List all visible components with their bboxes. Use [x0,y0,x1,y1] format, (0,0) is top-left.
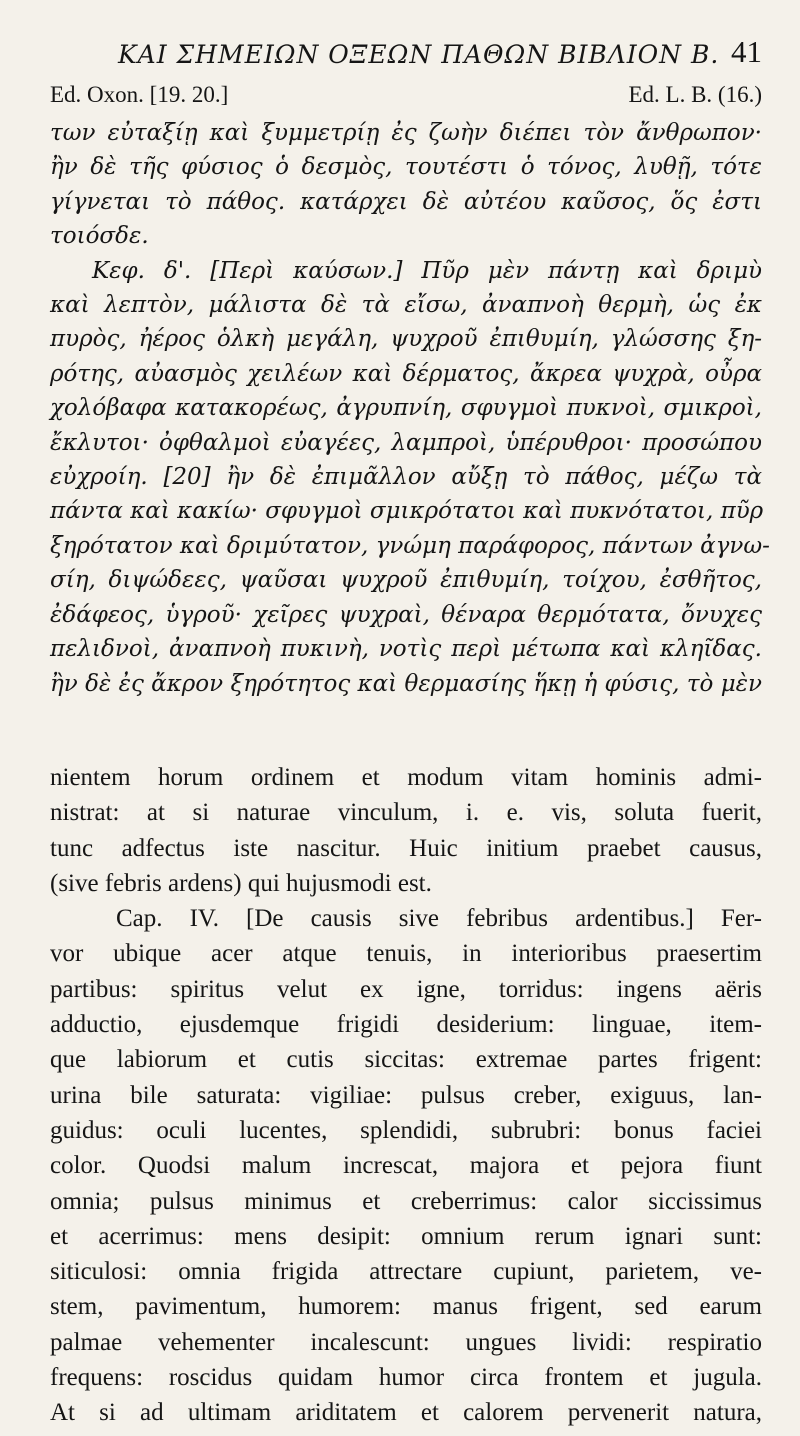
latin-line: color. Quodsi malum increscat, majora et pejora fiunt [50,1152,762,1180]
greek-line: ρότης, αὐασμὸς χειλέων καὶ δέρματος, ἄκρεα ψυχρὰ, οὖρα [50,360,762,387]
greek-line: πυρὸς, ἠέρος ὁλκὴ μεγάλη, ψυχροῦ ἐπιθυμίη, γλώσσης ξη- [50,326,762,353]
latin-line: et acerrimus: mens desipit: omnium rerum ignari sunt: [50,1222,762,1250]
greek-line: ἔκλυτοι· ὀφθαλμοὶ εὐαγέες, λαμπροὶ, ὑπέρυθροι· προσώπου [50,429,762,456]
greek-line: των εὐταξίῃ καὶ ξυμμετρίῃ ἐς ζωὴν διέπει τὸν ἄνθρωπον· [50,120,762,146]
greek-line: πελιδνοὶ, ἀναπνοὴ πυκινὴ, νοτὶς περὶ μέτωπα καὶ κληῖδας. [50,636,762,663]
greek-line: ἐδάφεος, ὑγροῦ· χεῖρες ψυχραὶ, θέναρα θερμότατα, ὄνυχες [50,601,762,628]
latin-line: omnia; pulsus minimus et creberrimus: calor siccissimus [50,1187,762,1215]
greek-line: ξηρότατον καὶ δριμύτατον, γνώμη παράφορος, πάντων ἀγνω- [50,532,770,559]
edition-leiden-reference: Ed. L. B. (16.) [628,82,762,107]
page-number: 41 [731,34,762,69]
edition-reference [50,82,762,116]
greek-line: πάντα καὶ κακίω· σφυγμοὶ σμικρότατοι καὶ πυκνότατοι, πῦρ [50,498,764,525]
latin-line: urina bile saturata: vigiliae: pulsus creber, exiguus, lan- [50,1081,762,1109]
latin-chapter-heading-line: Cap. IV. [De causis sive febribus ardentibus.] Fer- [116,905,762,933]
latin-line: tunc adfectus iste nascitur. Huic initium praebet causus, [50,834,762,862]
greek-line: ἢν δὲ ἐς ἄκρον ξηρότητος καὶ θερμασίης ἥκῃ ἡ φύσις, τὸ μὲν [50,670,762,697]
greek-text-block [50,116,770,701]
latin-line: guidus: oculi lucentes, splendidi, subrubri: bonus faciei [50,1116,762,1144]
greek-line: χολόβαφα κατακορέως, ἀγρυπνίη, σφυγμοὶ πυκνοὶ, σμικροὶ, [50,395,762,422]
latin-line: partibus: spiritus velut ex igne, torridus: ingens aëris [50,975,762,1003]
latin-line: nistrat: at si naturae vinculum, i. e. vis, soluta fuerit, [50,799,762,827]
latin-line: que labiorum et cutis siccitas: extremae partes frigent: [50,1046,762,1074]
latin-translation-block [50,760,762,1431]
latin-line: (sive febris ardens) qui hujusmodi est. [50,869,432,897]
latin-line: nientem horum ordinem et modum vitam hominis admi- [50,764,762,791]
greek-line: τοιόσδε. [50,223,149,250]
latin-line: palmae vehementer incalescunt: ungues lividi: respiratio [50,1328,762,1356]
latin-line: frequens: roscidus quidam humor circa frontem et jugula. [50,1364,762,1392]
latin-line: vor ubique acer atque tenuis, in interioribus praesertim [50,940,762,968]
greek-line: σίη, διψώδεες, ψαῦσαι ψυχροῦ ἐπιθυμίη, τοίχου, ἐσθῆτος, [50,567,762,594]
running-title: ΚΑΙ ΣΗΜΕΙΩΝ ΟΞΕΩΝ ΠΑΘΩΝ ΒΙΒΛΙΟΝ Β. [118,40,720,69]
latin-line: At si ad ultimam ariditatem et calorem pervenerit natura, [50,1399,762,1427]
latin-line: stem, pavimentum, humorem: manus frigent, sed earum [50,1293,762,1321]
greek-chapter-heading-line: Κεφ. δ'. [Περὶ καύσων.] Πῦρ μὲν πάντῃ καὶ δριμὺ [92,257,762,284]
latin-line: siticulosi: omnia frigida attrectare cupiunt, parietem, ve- [50,1258,762,1286]
edition-oxford-reference: Ed. Oxon. [19. 20.] [50,82,229,107]
greek-line: εὐχροίη. [20] ἢν δὲ ἐπιμᾶλλον αὔξῃ τὸ πάθος, μέζω τὰ [50,464,762,491]
greek-line: ἢν δὲ τῆς φύσιος ὁ δεσμὸς, τουτέστι ὁ τόνος, λυθῇ, τότε [50,154,762,181]
latin-line: adductio, ejusdemque frigidi desiderium: linguae, item- [50,1011,762,1039]
running-head [50,30,762,82]
greek-line: γίγνεται τὸ πάθος. κατάρχει δὲ αὐτέου καῦσος, ὅς ἐστι [50,188,762,215]
greek-line: καὶ λεπτὸν, μάλιστα δὲ τὰ εἴσω, ἀναπνοὴ θερμὴ, ὡς ἐκ [50,292,762,319]
